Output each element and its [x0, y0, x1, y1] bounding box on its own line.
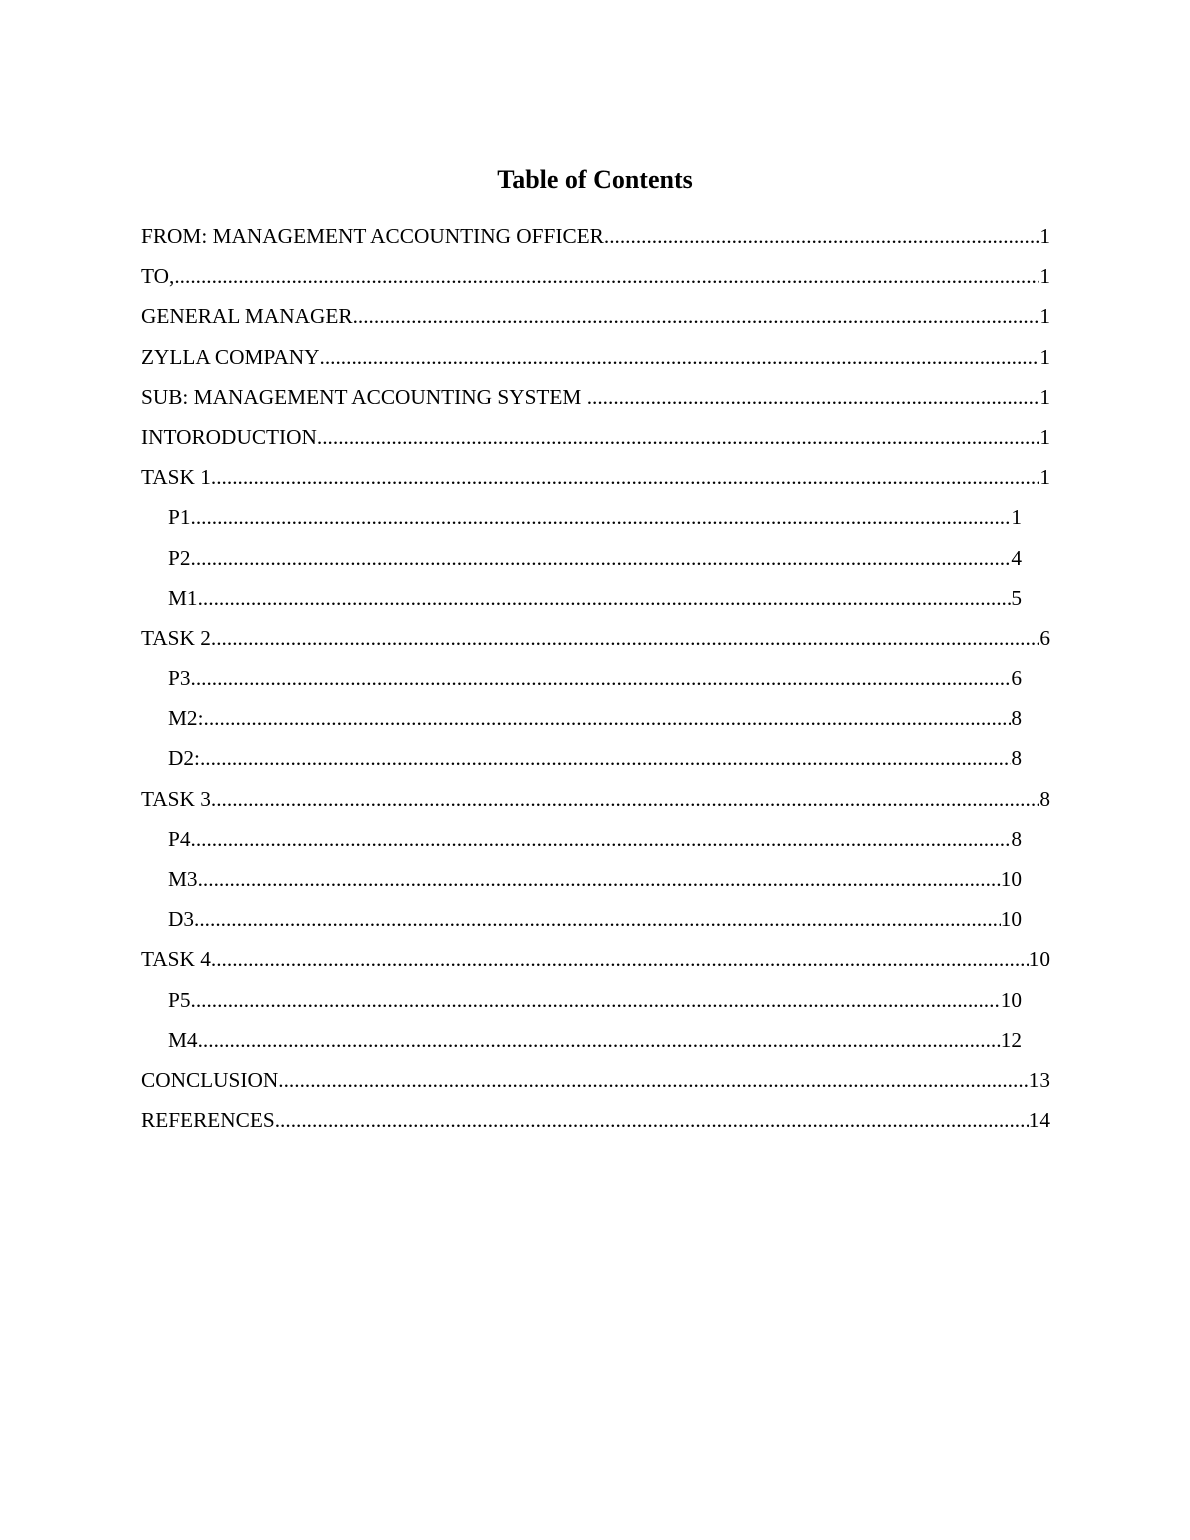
toc-entry-page: 10: [1000, 987, 1022, 1012]
toc-entry-p3[interactable]: [168, 660, 1022, 700]
toc-entry-m2[interactable]: [168, 700, 1022, 740]
toc-entry-label: TASK 4: [141, 947, 211, 972]
toc-entry-task-3[interactable]: [141, 781, 1050, 821]
toc-entry-page: 6: [1011, 666, 1022, 691]
toc-entry-task-1[interactable]: [141, 459, 1050, 499]
toc-dot-leader: [191, 982, 1001, 1018]
toc-entry-label: M3: [168, 867, 198, 891]
toc-entry-page: 8: [1039, 786, 1050, 811]
toc-entry-page: 4: [1011, 545, 1022, 570]
toc-entry-label: D3: [168, 907, 195, 932]
toc-entry-page: 1: [1039, 465, 1050, 490]
toc-entry-task-4[interactable]: [141, 941, 1050, 981]
toc-dot-leader: [191, 660, 1012, 696]
toc-entry-page: 10: [1000, 907, 1022, 932]
toc-entry-page: 13: [1028, 1067, 1050, 1092]
toc-entry-label: P2: [168, 545, 191, 570]
toc-entry-p2[interactable]: [168, 540, 1022, 580]
toc-entry-to[interactable]: [141, 258, 1050, 298]
toc-dot-leader: [211, 941, 1029, 977]
toc-dot-leader: [198, 580, 1012, 616]
toc-entry-label: P3: [168, 666, 191, 691]
toc-entry-references[interactable]: [141, 1102, 1050, 1142]
toc-entry-page: 10: [1028, 947, 1050, 972]
toc-entry-page: 1: [1039, 264, 1050, 289]
toc-entry-label: INTORODUCTION: [141, 424, 317, 449]
toc-entry-p4[interactable]: [168, 821, 1022, 861]
toc-dot-leader: [275, 1102, 1029, 1138]
toc-entry-label: P4: [168, 826, 191, 851]
toc-entry-label: M2:: [168, 706, 204, 731]
toc-entry-task-2[interactable]: [141, 620, 1050, 660]
toc-entry-m1[interactable]: [168, 580, 1022, 620]
toc-entry-page: 6: [1039, 625, 1050, 650]
toc-entry-p1[interactable]: [168, 499, 1022, 539]
toc-dot-leader: [604, 218, 1039, 254]
toc-entry-label: REFERENCES: [141, 1108, 275, 1133]
toc-dot-leader: [278, 1062, 1028, 1098]
toc-entry-label: GENERAL MANAGER: [141, 304, 353, 329]
toc-dot-leader: [587, 379, 1040, 415]
toc-entry-page: 8: [1011, 826, 1022, 851]
toc-entry-m4[interactable]: [168, 1022, 1022, 1062]
toc-entry-m3[interactable]: [168, 861, 1022, 901]
toc-entry-d3[interactable]: [168, 901, 1022, 941]
toc-entry-general-manager[interactable]: [141, 298, 1050, 338]
toc-entry-label: CONCLUSION: [141, 1067, 279, 1092]
toc-entry-d2[interactable]: [168, 740, 1022, 780]
toc-dot-leader: [320, 339, 1040, 375]
toc-entry-label: TO,: [141, 264, 175, 289]
toc-entry-page: 10: [1000, 867, 1022, 891]
toc-entry-page: 1: [1039, 344, 1050, 369]
toc-entry-page: 1: [1011, 505, 1022, 530]
toc-entry-zylla-company[interactable]: [141, 339, 1050, 379]
toc-dot-leader: [211, 620, 1039, 656]
toc-dot-leader: [211, 459, 1039, 495]
toc-dot-leader: [204, 700, 1012, 736]
toc-entry-label: M4: [168, 1027, 198, 1052]
toc-entry-label: SUB: MANAGEMENT ACCOUNTING SYSTEM: [141, 384, 587, 409]
toc-entry-page: 14: [1028, 1108, 1050, 1133]
toc-entry-label: FROM: MANAGEMENT ACCOUNTING OFFICER: [141, 224, 604, 248]
toc-entry-label: M1: [168, 585, 198, 610]
toc-dot-leader: [194, 901, 1001, 937]
toc-dot-leader: [198, 1022, 1001, 1058]
toc-entry-label: P1: [168, 505, 191, 530]
toc-dot-leader: [200, 740, 1011, 776]
toc-entry-label: TASK 2: [141, 625, 211, 650]
toc-entry-subject[interactable]: [141, 379, 1050, 419]
toc-entry-page: 1: [1039, 304, 1050, 329]
toc-title: Table of Contents: [497, 165, 693, 194]
toc-entry-from[interactable]: [141, 218, 1050, 258]
toc-dot-leader: [317, 419, 1039, 455]
toc-entry-conclusion[interactable]: [141, 1062, 1050, 1102]
toc-entry-page: 5: [1011, 585, 1022, 610]
toc-entry-introduction[interactable]: [141, 419, 1050, 459]
toc-entry-p5[interactable]: [168, 982, 1022, 1022]
toc-entry-page: 1: [1039, 224, 1050, 248]
toc-entry-page: 12: [1000, 1027, 1022, 1052]
toc-entry-page: 8: [1011, 746, 1022, 771]
toc-entry-page: 1: [1039, 384, 1050, 409]
toc-entry-page: 1: [1039, 424, 1050, 449]
toc-entry-label: P5: [168, 987, 191, 1012]
toc-entry-label: D2:: [168, 746, 200, 771]
toc-entry-label: TASK 1: [141, 465, 211, 490]
toc-dot-leader: [174, 258, 1039, 294]
toc-entry-label: TASK 3: [141, 786, 211, 811]
toc-dot-leader: [198, 861, 1001, 897]
toc-dot-leader: [353, 298, 1040, 334]
toc-dot-leader: [211, 781, 1039, 817]
toc-dot-leader: [191, 540, 1012, 576]
toc-dot-leader: [191, 821, 1012, 857]
toc-dot-leader: [191, 499, 1012, 535]
toc-list: [141, 218, 1050, 1142]
toc-entry-label: ZYLLA COMPANY: [141, 344, 320, 369]
toc-entry-page: 8: [1011, 706, 1022, 731]
